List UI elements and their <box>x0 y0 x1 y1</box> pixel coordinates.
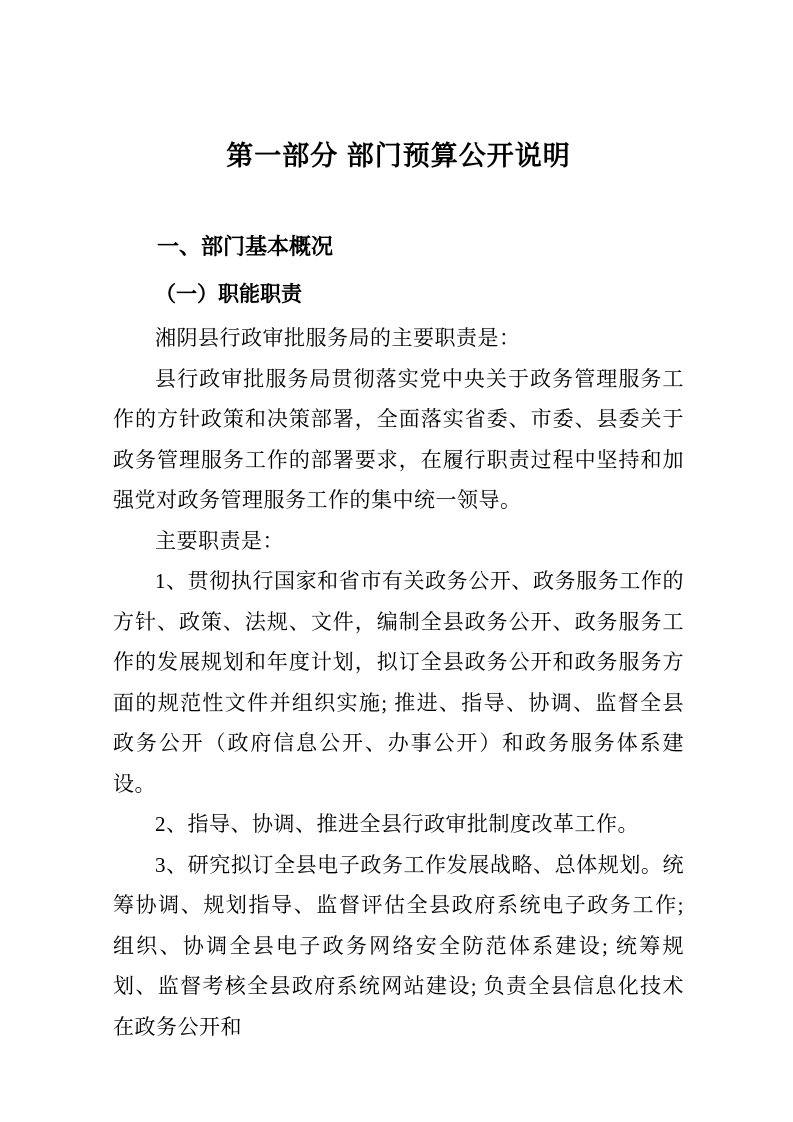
subsection-heading-duties: （一）职能职责 <box>155 283 302 306</box>
paragraph-main-duties-label: 主要职责是： <box>155 528 284 553</box>
section-heading-basic-overview: 一、部门基本概况 <box>157 234 334 259</box>
paragraph-policy-implementation: 县行政审批服务局贯彻落实党中央关于政务管理服务工作的方针政策和决策部署，全面落实省委、市委、县委关于政务管理服务工作的部署要求，在履行职责过程中坚持和加强党对政务管理服务工作的集中统一领导。 <box>113 366 684 512</box>
paragraph-duties-intro: 湘阴县行政审批服务局的主要职责是： <box>155 326 521 350</box>
paragraph-duty-2: 2、指导、协调、推进全县行政审批制度改革工作。 <box>155 812 639 836</box>
paragraph-duty-1: 1、贯彻执行国家和省市有关政务公开、政务服务工作的方针、政策、法规、文件，编制全县政务公开、政务服务工作的发展规划和年度计划，拟订全县政务公开和政务服务方面的规范性文件并组织实施; 推进、指导、协调、监督全县政务公开（政府信息公开、办事公开）和政务服务体系建设。 <box>113 569 684 796</box>
paragraph-duty-3: 3、研究拟订全县电子政务工作发展战略、总体规划。统筹协调、规划指导、监督评估全县政府系统电子政务工作; 组织、协调全县电子政务网络安全防范体系建设; 统筹规划、监督考核全县政府系统网站建设; 负责全县信息化技术在政务公开和 <box>113 852 684 1039</box>
document-title: 第一部分 部门预算公开说明 <box>226 141 571 171</box>
